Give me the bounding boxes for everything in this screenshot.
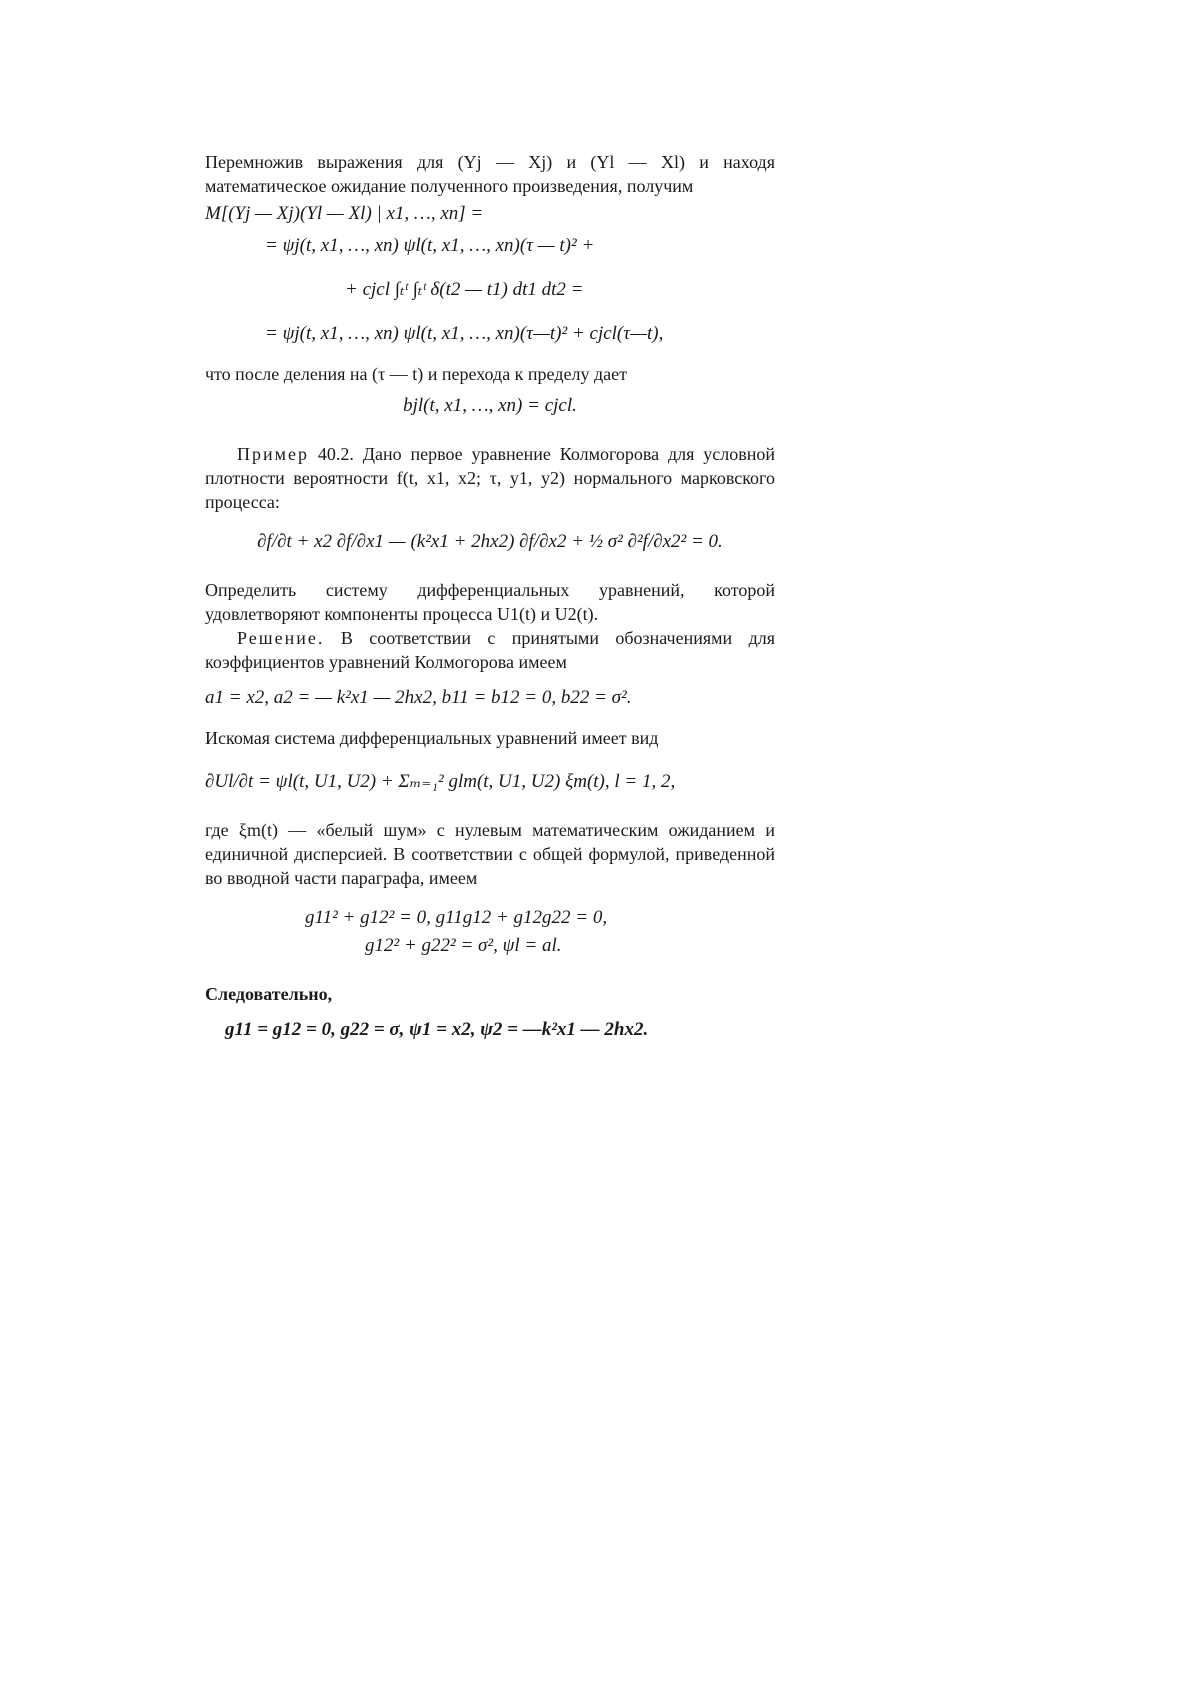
example-text: 40.2. Дано первое уравнение Колмогорова для условной плотности вероятности f(t, x1, x2; τ, y1, y2) нормального марковского процесса:	[205, 444, 776, 512]
formula-5: ∂Ul/∂t = ψl(t, U1, U2) + Σₘ₌₁² glm(t, U1, U2) ξm(t), l = 1, 2,	[205, 771, 676, 792]
paragraph-5	[205, 626, 775, 674]
formula-1-line-4: = ψj(t, x1, …, xn) ψl(t, x1, …, xn)(τ—t)² + cjcl(τ—t),	[265, 323, 664, 344]
paragraph-8: Следовательно,	[205, 984, 333, 1004]
paragraph-2: что после деления на (τ — t) и перехода к пределу дает	[205, 364, 627, 384]
paragraph-7: где ξm(t) — «белый шум» с нулевым математическим ожиданием и единичной дисперсией. В соответствии с общей формулой, приведенной во вводной части параграфа, имеем	[205, 820, 775, 888]
paragraph-4: Определить систему дифференциальных уравнений, которой удовлетворяют компоненты процесса U1(t) и U2(t).	[205, 580, 775, 624]
formula-7: g11 = g12 = 0, g22 = σ, ψ1 = x2, ψ2 = —k²x1 — 2hx2.	[225, 1019, 649, 1040]
solution-label: Решение.	[237, 628, 325, 648]
formula-1-line-1: M[(Yj — Xj)(Yl — Xl) | x1, …, xn] =	[205, 203, 484, 224]
formula-3: ∂f/∂t + x2 ∂f/∂x1 — (k²x1 + 2hx2) ∂f/∂x2 + ½ σ² ∂²f/∂x2² = 0.	[257, 531, 723, 552]
paragraph-1: Перемножив выражения для (Yj — Xj) и (Yl — Xl) и находя математическое ожидание полученного произведения, получим	[205, 152, 775, 196]
example-label: Пример	[237, 444, 310, 464]
formula-1-line-3: + cjcl ∫ₜᵗ ∫ₜᵗ δ(t2 — t1) dt1 dt2 =	[345, 279, 584, 300]
solution-text: В соответствии с принятыми обозначениями для коэффициентов уравнений Колмогорова имеем	[205, 628, 775, 672]
formula-1-line-2: = ψj(t, x1, …, xn) ψl(t, x1, …, xn)(τ — t)² +	[265, 235, 595, 256]
formula-6-line-2: g12² + g22² = σ², ψl = al.	[365, 935, 562, 956]
formula-4: a1 = x2, a2 = — k²x1 — 2hx2, b11 = b12 = 0, b22 = σ².	[205, 687, 632, 708]
paragraph-6: Искомая система дифференциальных уравнений имеет вид	[205, 728, 659, 748]
paragraph-3	[205, 442, 775, 514]
text-column	[205, 150, 775, 1042]
formula-6-line-1: g11² + g12² = 0, g11g12 + g12g22 = 0,	[305, 907, 608, 928]
formula-2: bjl(t, x1, …, xn) = cjcl.	[403, 395, 577, 416]
